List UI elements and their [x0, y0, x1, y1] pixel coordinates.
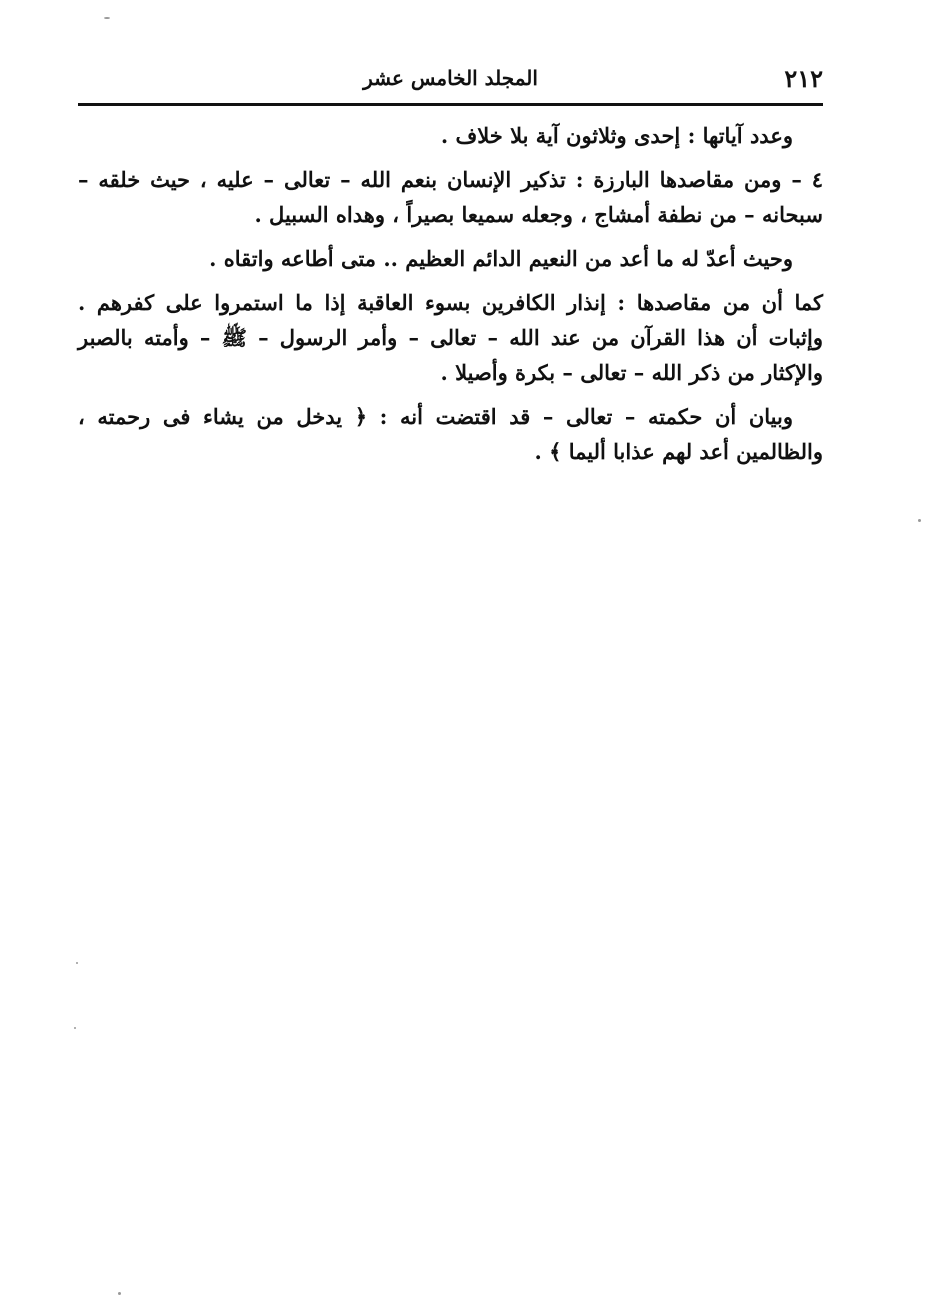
- scan-speck: [74, 1027, 76, 1029]
- scan-speck: [918, 519, 921, 522]
- paragraph-warning: كما أن من مقاصدها : إنذار الكافرين بسوء العاقبة إذا ما استمروا على كفرهم . وإثبات أن هذا القرآن من عند الله – تعالى – وأمر الرسول – ﷺ – وأمته بالصبر والإكثار من ذكر الله – تعالى – بكرة وأصيلا .: [78, 290, 823, 385]
- paragraph-reward: وحيث أعدّ له ما أعد من النعيم الدائم العظيم .. متى أطاعه واتقاه .: [209, 246, 793, 271]
- page-header: [78, 62, 823, 102]
- scan-speck: [76, 962, 78, 964]
- paragraph-verse-count: وعدد آياتها : إحدى وثلاثون آية بلا خلاف .: [440, 123, 793, 148]
- running-title: المجلد الخامس عشر: [363, 66, 538, 90]
- paragraph-objectives-reminder: ٤ – ومن مقاصدها البارزة : تذكير الإنسان بنعم الله – تعالى – عليه ، حيث خلقه – سبحانه – من نطفة أمشاج ، وجعله سميعا بصيراً ، وهداه السبيل .: [78, 167, 823, 227]
- paragraph-wisdom: وبيان أن حكمته – تعالى – قد اقتضت أنه : ﴿ يدخل من يشاء فى رحمته ، والظالمين أعد لهم عذابا أليما ﴾ .: [78, 404, 823, 464]
- scan-speck: [118, 1292, 121, 1295]
- page-number: ٢١٢: [784, 64, 823, 93]
- scan-speck: [104, 17, 110, 19]
- header-rule: [78, 103, 823, 106]
- body-text: [78, 118, 823, 478]
